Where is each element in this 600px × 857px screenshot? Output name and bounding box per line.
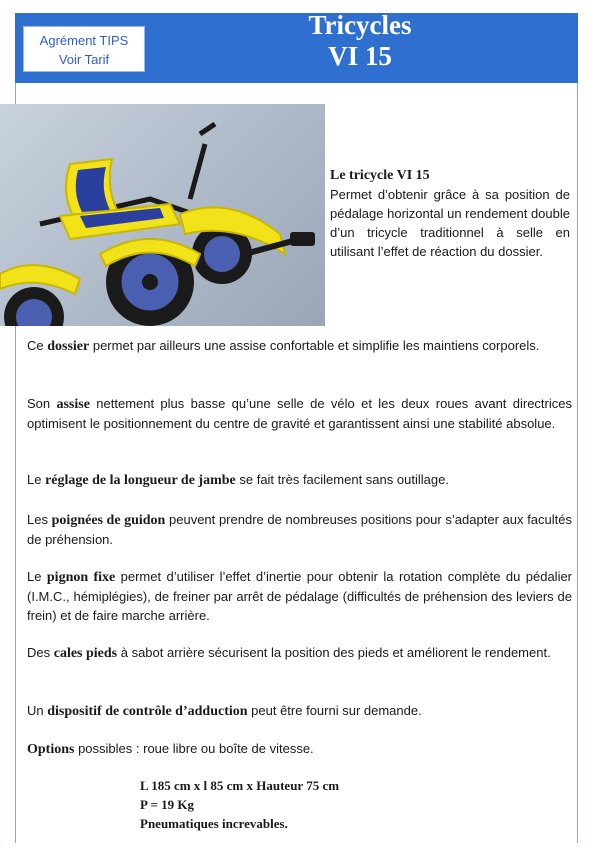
p-bold: réglage de la longueur de jambe [45,473,236,488]
tricycle-photo [0,104,325,326]
rear-wheel [4,287,64,326]
tricycle-illustration [0,104,325,326]
page-title [250,10,470,72]
paragraph-reglage [27,470,572,490]
p-bold: dispositif de contrôle d’adduction [47,704,248,719]
intro-heading: Le tricycle VI 15 [330,168,430,183]
spec-weight: P = 19 Kg [140,797,194,812]
paragraph-poignees [27,510,572,549]
specs-block [140,776,339,833]
p-pre: Son [27,396,57,411]
p-post: permet par ailleurs une assise confortable et simplifie les maintiens corporels. [89,338,540,353]
p-pre: Les [27,512,52,527]
title-line-1: Tricycles [308,10,412,40]
p-post: permet d’utiliser l’effet d’inertie pour obtenir la rotation complète du pédalier (I.M.C., hémiplégies), de freiner par arrêt de pédalage (difficultés de préhension des leviers de frein) et de faire marche arrière. [27,569,573,623]
tips-badge [23,26,145,72]
p-bold: cales pieds [53,646,118,661]
p-bold: pignon fixe [46,570,116,585]
p-bold: dossier [47,339,90,354]
title-line-2: VI 15 [328,41,392,71]
handlebar [190,124,215,199]
p-post: nettement plus basse qu’une selle de vélo et les deux roues avant directrices optimisent le positionnement du centre de gravité et garantissent ainsi une stabilité absolue. [27,396,572,431]
paragraph-options [27,739,572,759]
paragraph-dispositif [27,701,572,721]
p-pre: Des [27,645,54,660]
p-post: possibles : roue libre ou boîte de vitesse. [74,741,314,756]
paragraph-dossier [27,336,572,356]
badge-line-2: Voir Tarif [58,52,110,67]
p-post: à sabot arrière sécurisent la position des pieds et améliorent le rendement. [117,645,551,660]
p-post: peuvent prendre de nombreuses positions pour s’adapter aux facultés de préhension. [27,512,572,547]
pedal-block [290,232,315,246]
paragraph-cales [27,643,572,663]
p-bold: assise [56,397,90,412]
p-pre: Un [27,703,48,718]
spec-tires: Pneumatiques increvables. [140,816,288,831]
p-post: se fait très facilement sans outillage. [235,472,449,487]
p-bold: poignées de guidon [51,513,166,528]
p-pre: Ce [27,338,48,353]
intro-text: Permet d’obtenir grâce à sa position de pédalage horizontal un rendement double d’un tricycle traditionnel à selle en utilisant l’effet de réaction du dossier. [330,187,570,259]
paragraph-pignon [27,567,572,625]
frame-right-border [577,83,578,843]
badge-line-1: Agrément TIPS [39,33,129,48]
p-post: peut être fourni sur demande. [247,703,422,718]
p-bold: Options [27,742,75,757]
intro-block [330,166,570,261]
spec-dimensions: L 185 cm x l 85 cm x Hauteur 75 cm [140,778,340,793]
p-pre: Le [27,472,46,487]
paragraph-assise [27,394,572,433]
p-pre: Le [27,569,47,584]
